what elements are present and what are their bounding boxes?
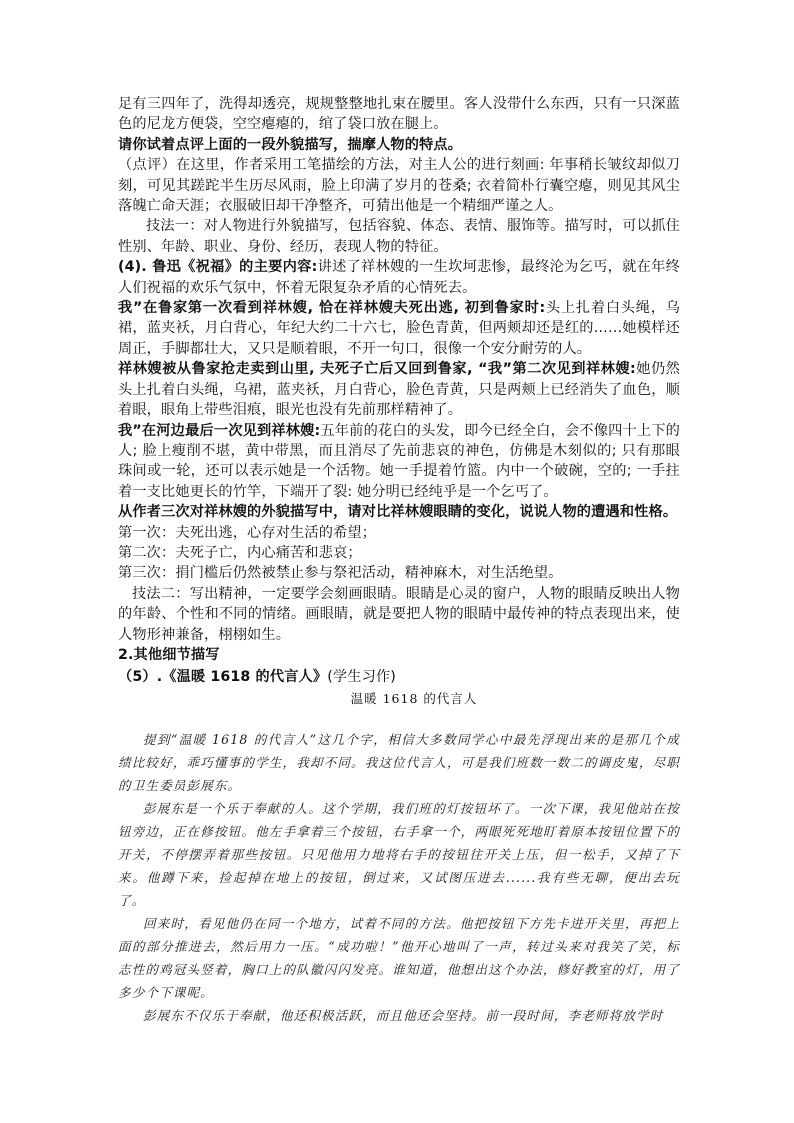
essay-title: 温暖 1618 的代言人: [350, 690, 478, 706]
technique-one: 技法一：对人物进行外貌描写，包括容貌、体态、表情、服饰等。描写时，可以抓住性别、年龄、职业、身份、经历，表现人物的特征。: [118, 218, 680, 255]
paragraph-appearance-ending: 足有三四年了，洗得却透亮，规规整整地扎束在腰里。客人没带什么东西，只有一只深蓝色的尼龙方便袋，空空瘪瘪的，绾了袋口放在腿上。: [118, 96, 680, 133]
essay-paragraph: 彭展东不仅乐于奉献，他还积极活跃，而且他还会坚持。前一段时间，李老师将放学时: [143, 1007, 664, 1023]
appearance-first-text: 头上扎着白头绳，乌裙，蓝夹袄，月白背心，年纪大约二十六七，脸色青黄，但两颊却还是红的……她模样还周正，手脚都壮大，又只是顺着眼，不开一句口，很像一个安分耐劳的人。: [118, 300, 680, 357]
comment-label: （点评）: [118, 157, 177, 174]
section-5-label: （5）.《温暖 1618 的代言人》: [118, 669, 328, 686]
section-4-paragraph: [118, 257, 680, 298]
essay-paragraph: 回来时，看见他仍在同一个地方，试着不同的方法。他把按钮下方先卡进开关里，再把上面的部分推进去，然后用力一压。“成功啦！”他开心地叫了一声，转过头来对我笑了笑，标志性的鸡冠头竖着，胸口上的队徽闪闪发亮。谁知道，他想出这个办法，修好教室的灯，用了多少个下课呢。: [118, 915, 680, 1000]
appearance-third-label: 我”在河边最后一次见到祥林嫂:: [118, 422, 321, 439]
appearance-first-label: 我”在鲁家第一次看到祥林嫂, 恰在祥林嫂夫死出逃, 初到鲁家时:: [118, 300, 546, 317]
section-5-heading: [118, 667, 680, 687]
answer-third-time: 第三次：捐门槛后仍然被禁止参与祭祀活动，精神麻木，对生活绝望。: [118, 565, 563, 582]
section-5-note: (学生习作): [327, 669, 396, 686]
comment-paragraph: [118, 155, 680, 216]
appearance-third-text: 五年前的花白的头发，即今已经全白，会不像四十上下的人; 脸上瘦削不堪，黄中带黑，而且消尽了先前悲哀的神色，仿佛是木刻似的; 只有那眼珠间或一轮，还可以表示她是一个活物。她一手提着竹篮。内中一个破碗，空的; 一手拄着一支比她更长的竹竿，下端开了裂: 她分明已经纯乎是一个乞丐了。: [118, 422, 680, 500]
section-4-label: (4). 鲁迅《祝福》的主要内容:: [118, 259, 318, 276]
section-4-text: 讲述了祥林嫂的一生坎坷悲惨，最终沦为乞丐，就在年终人们祝福的欢乐气氛中，怀着无限复杂矛盾的心情死去。: [118, 259, 680, 296]
essay-paragraph: 彭展东是一个乐于奉献的人。这个学期，我们班的灯按钮坏了。一次下课，我见他站在按钮旁边，正在修按钮。他左手拿着三个按钮，右手拿一个，两眼死死地盯着原本按钮位置下的开关，不停摆弄着那些按钮。只见他用力地将右手的按钮往开关上压，但一松手，又掉了下来。他蹲下来，捡起掉在地上的按钮，倒过来，又试图压进去......我有些无聊，便出去玩了。: [118, 800, 680, 908]
comment-text: 在这里，作者采用工笔描绘的方法，对主人公的进行刻画: 年事稍长皱纹却似刀刻，可见其蹉跎半生历尽风雨，脸上印满了岁月的苍桑; 衣着简朴行囊空瘪，则见其风尘落魄亡命天涯；衣服破旧却干净整齐，可猜出他是一个精细严谨之人。: [118, 157, 680, 215]
document-page: [118, 94, 680, 1027]
answer-first-time: 第一次：夫死出逃，心存对生活的希望；: [118, 524, 377, 541]
essay-paragraph: 提到“温暖 1618 的代言人”这几个字，相信大多数同学心中最先浮现出来的是那几个成绩比较好，乖巧懂事的学生，我却不同。我这位代言人，可是我们班数一数二的调皮鬼，尽职的卫生委员彭展东。: [118, 731, 680, 793]
essay-body: [118, 728, 680, 1027]
answer-second-time: 第二次：夫死子亡，内心痛苦和悲哀；: [118, 544, 362, 561]
appearance-second-label: 祥林嫂被从鲁家抢走卖到山里, 夫死子亡后又回到鲁家, “我”第二次见到祥林嫂:: [118, 361, 636, 378]
appearance-third: [118, 421, 680, 503]
appearance-first: [118, 298, 680, 359]
question-eyes-change: 从作者三次对祥林嫂的外貌描写中，请对比祥林嫂眼睛的变化，说说人物的遭遇和性格。: [118, 504, 678, 521]
question-comment-appearance: 请你试着点评上面的一段外貌描写，揣摩人物的特点。: [118, 136, 463, 153]
appearance-second: [118, 359, 680, 420]
technique-two: 技法二：写出精神，一定要学会刻画眼睛。眼睛是心灵的窗户，人物的眼睛反映出人物的年龄、个性和不同的情绪。画眼睛，就是要把人物的眼睛中最传神的特点表现出来，使人物形神兼备，栩栩如生。: [118, 585, 680, 643]
appearance-second-text: 她仍然头上扎着白头绳，乌裙，蓝夹袄，月白背心，脸色青黄，只是两颊上已经消失了血色，顺着眼，眼角上带些泪痕，眼光也没有先前那样精神了。: [118, 361, 680, 419]
heading-other-details: 2.其他细节描写: [118, 646, 220, 663]
